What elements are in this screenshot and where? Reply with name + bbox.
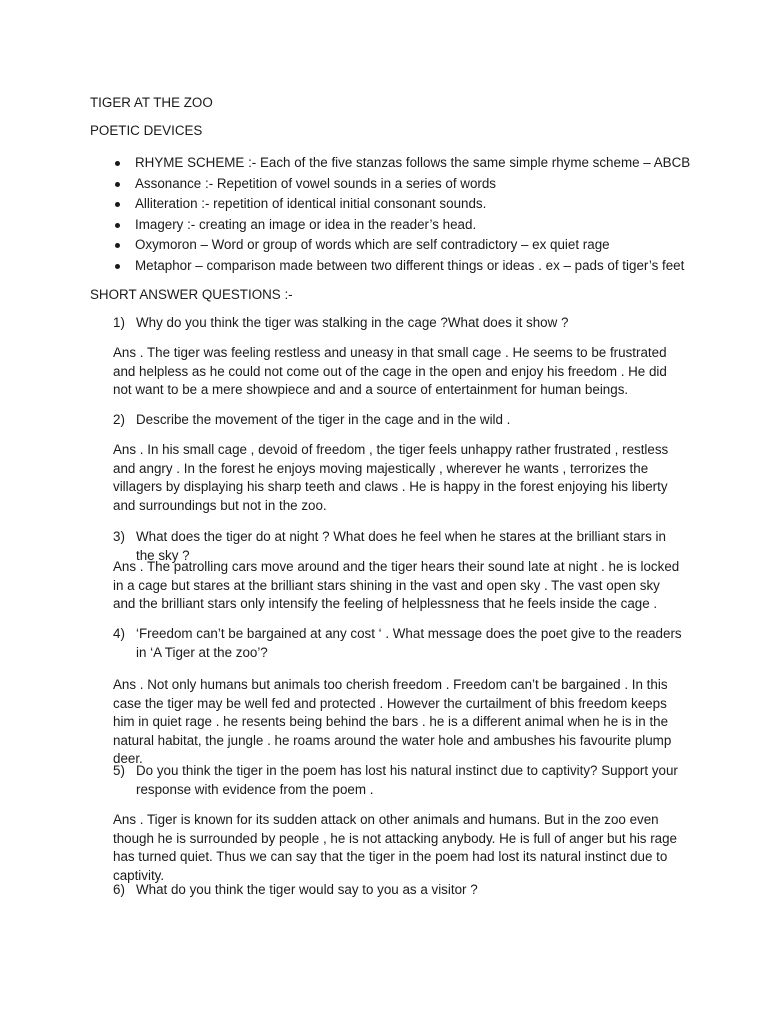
short-answer-heading: SHORT ANSWER QUESTIONS :- xyxy=(90,287,293,302)
question-2 xyxy=(113,411,683,430)
device-item: Metaphor – comparison made between two different things or ideas . ex – pads of tiger’s feet xyxy=(113,256,690,277)
question-number: 6) xyxy=(113,882,125,897)
answer-1: Ans . The tiger was feeling restless and uneasy in that small cage . He seems to be frustrated and helpless as he could not come out of the cage in the open and enjoy his freedom . He did not want to be a mere showpiece and and a source of entertainment for human beings. xyxy=(113,345,667,398)
poetic-devices-list xyxy=(113,153,690,277)
device-item: Assonance :- Repetition of vowel sounds in a series of words xyxy=(113,174,690,195)
device-item: Imagery :- creating an image or idea in the reader’s head. xyxy=(113,215,690,236)
question-text: What does the tiger do at night ? What does he feel when he stares at the brilliant stars in the sky ? xyxy=(136,529,666,563)
question-number: 3) xyxy=(113,529,125,544)
question-text: Why do you think the tiger was stalking in the cage ?What does it show ? xyxy=(136,315,569,330)
question-4 xyxy=(113,625,683,662)
question-number: 1) xyxy=(113,315,125,330)
question-text: What do you think the tiger would say to you as a visitor ? xyxy=(136,882,478,897)
question-number: 5) xyxy=(113,763,125,778)
question-6 xyxy=(113,881,683,900)
question-5 xyxy=(113,762,683,799)
answer-4: Ans . Not only humans but animals too cherish freedom . Freedom can’t be bargained . In this case the tiger may be well fed and protected . However the curtailment of bhis freedom keeps him in quiet rage . he resents being behind the bars . he is a different animal when he is in the natural habitat, the jungle . he roams around the water hole and ambushes his favourite plump deer. xyxy=(113,677,672,767)
question-1 xyxy=(113,314,683,333)
question-text: Do you think the tiger in the poem has lost his natural instinct due to captivity? Support your response with evidence from the poem . xyxy=(136,763,678,797)
question-text: Describe the movement of the tiger in the cage and in the wild . xyxy=(136,412,511,427)
device-item: RHYME SCHEME :- Each of the five stanzas follows the same simple rhyme scheme – ABCB xyxy=(113,153,690,174)
question-number: 4) xyxy=(113,626,125,641)
poetic-devices-heading: POETIC DEVICES xyxy=(90,123,203,138)
device-item: Oxymoron – Word or group of words which are self contradictory – ex quiet rage xyxy=(113,235,690,256)
device-item: Alliteration :- repetition of identical initial consonant sounds. xyxy=(113,194,690,215)
answer-2: Ans . In his small cage , devoid of freedom , the tiger feels unhappy rather frustrated , restless and angry . In the forest he enjoys moving majestically , wherever he wants , terrorizes the villagers by displaying his sharp teeth and claws . He is happy in the forest enjoying his liberty and surroundings but not in the zoo. xyxy=(113,442,669,513)
answer-3: Ans . The patrolling cars move around and the tiger hears their sound late at night . he is locked in a cage but stares at the brilliant stars shining in the vast and open sky . The vast open sky and the brilliant stars only intensify the feeling of helplessness that he feels inside the cage . xyxy=(113,559,680,612)
answer-5: Ans . Tiger is known for its sudden attack on other animals and humans. But in the zoo even though he is surrounded by people , he is not attacking anybody. He is full of anger but his rage has turned quiet. Thus we can say that the tiger in the poem had lost its natural instinct due to captivity. xyxy=(113,812,678,883)
document-title: TIGER AT THE ZOO xyxy=(90,95,213,110)
question-text: ‘Freedom can’t be bargained at any cost ‘ . What message does the poet give to the readers in ‘A Tiger at the zoo’? xyxy=(136,626,682,660)
question-number: 2) xyxy=(113,412,125,427)
